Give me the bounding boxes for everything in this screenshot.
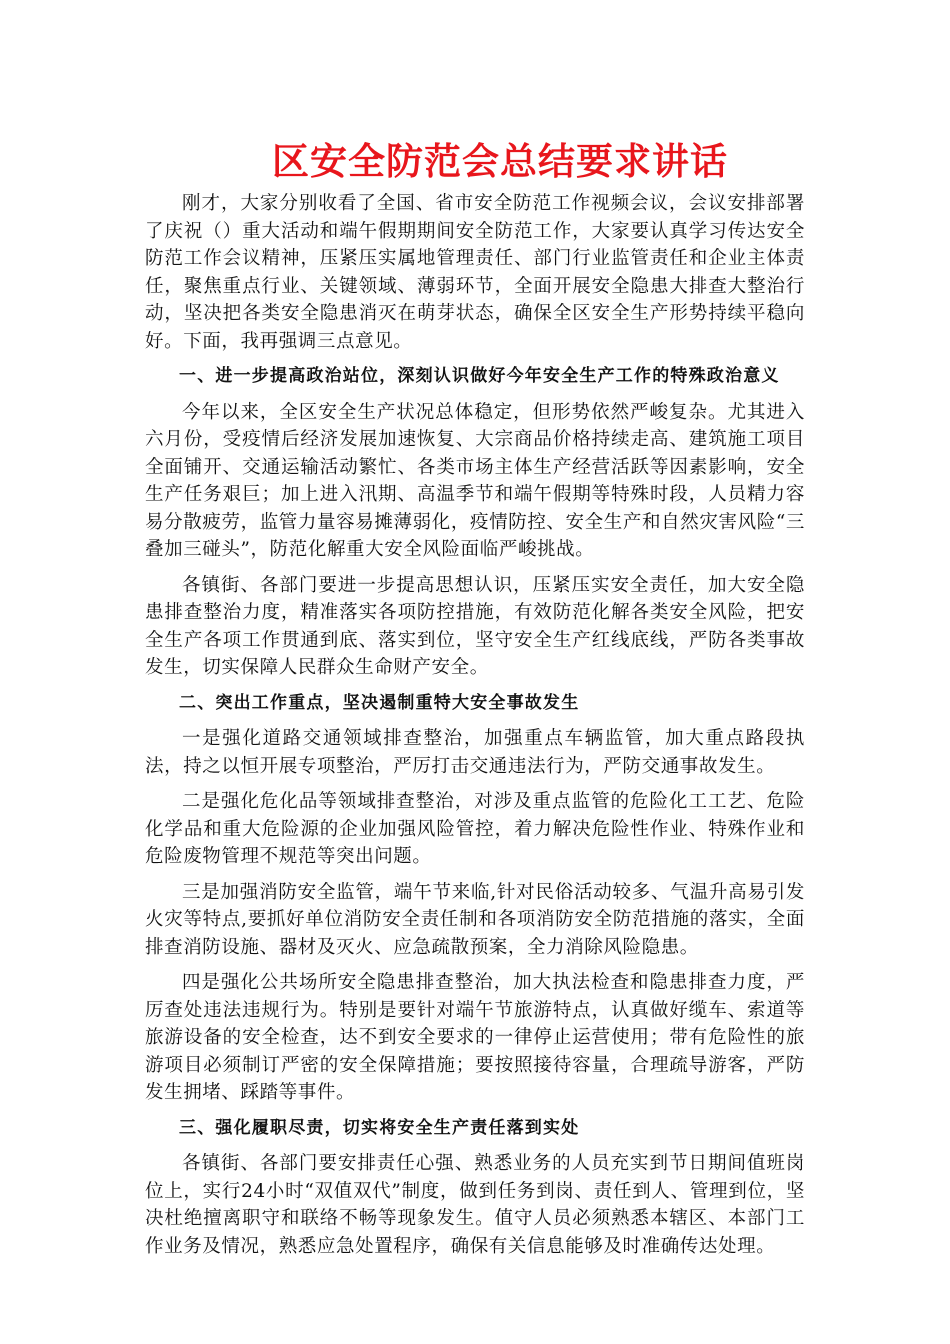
document-body [145,190,805,1268]
paragraph: 二是强化危化品等领域排查整治，对涉及重点监管的危险化工工艺、危险化学品和重大危险源的企业加强风险管控，着力解决危险性作业、特殊作业和危险废物管理不规范等突出问题。 [145,791,805,867]
paragraph: 四是强化公共场所安全隐患排查整治，加大执法检查和隐患排查力度，严厉查处违法违规行为。特别是要针对端午节旅游特点，认真做好缆车、索道等旅游设备的安全检查，达不到安全要求的一律停止运营使用；带有危险性的旅游项目必须制订严密的安全保障措施；要按照接待容量，合理疏导游客，严防发生拥堵、踩踏等事件。 [145,972,805,1103]
section-heading-3: 三、强化履职尽责，切实将安全生产责任落到实处 [179,1117,580,1138]
paragraph: 各镇街、各部门要安排责任心强、熟悉业务的人员充实到节日期间值班岗位上，实行24小时“双值双代”制度，做到任务到岗、责任到人、管理到位，坚决杜绝擅离职守和联络不畅等现象发生。值守人员必须熟悉本辖区、本部门工作业务及情况，熟悉应急处置程序，确保有关信息能够及时准确传达处理。 [145,1153,805,1257]
paragraph: 今年以来，全区安全生产状况总体稳定，但形势依然严峻复杂。尤其进入六月份，受疫情后经济发展加速恢复、大宗商品价格持续走高、建筑施工项目全面铺开、交通运输活动繁忙、各类市场主体生产经营活跃等因素影响，安全生产任务艰巨；加上进入汛期、高温季节和端午假期等特殊时段，人员精力容易分散疲劳，监管力量容易摊薄弱化，疫情防控、安全生产和自然灾害风险“三叠加三碰头”，防范化解重大安全风险面临严峻挑战。 [145,401,805,560]
paragraph: 各镇街、各部门要进一步提高思想认识，压紧压实安全责任，加大安全隐患排查整治力度，精准落实各项防控措施，有效防范化解各类安全风险，把安全生产各项工作贯通到底、落实到位，坚守安全生产红线底线，严防各类事故发生，切实保障人民群众生命财产安全。 [145,574,805,678]
document-title: 区安全防范会总结要求讲话 [272,139,728,183]
section-heading-1: 一、进一步提高政治站位，深刻认识做好今年安全生产工作的特殊政治意义 [179,366,780,386]
section-heading-2: 二、突出工作重点，坚决遏制重特大安全事故发生 [179,692,580,713]
paragraph-intro: 刚才，大家分别收看了全国、省市安全防范工作视频会议，会议安排部署了庆祝（）重大活动和端午假期期间安全防范工作，大家要认真学习传达安全防范工作会议精神，压紧压实属地管理责任、部门行业监管责任和企业主体责任，聚焦重点行业、关键领域、薄弱环节，全面开展安全隐患大排查大整治行动，坚决把各类安全隐患消灭在萌芽状态，确保全区安全生产形势持续平稳向好。下面，我再强调三点意见。 [145,193,805,352]
paragraph: 一是强化道路交通领域排查整治，加强重点车辆监管，加大重点路段执法，持之以恒开展专项整治，严厉打击交通违法行为，严防交通事故发生。 [145,728,805,777]
paragraph: 三是加强消防安全监管，端午节来临,针对民俗活动较多、气温升高易引发火灾等特点,要抓好单位消防安全责任制和各项消防安全防范措施的落实，全面排查消防设施、器材及灭火、应急疏散预案，全力消除风险隐患。 [145,881,805,958]
